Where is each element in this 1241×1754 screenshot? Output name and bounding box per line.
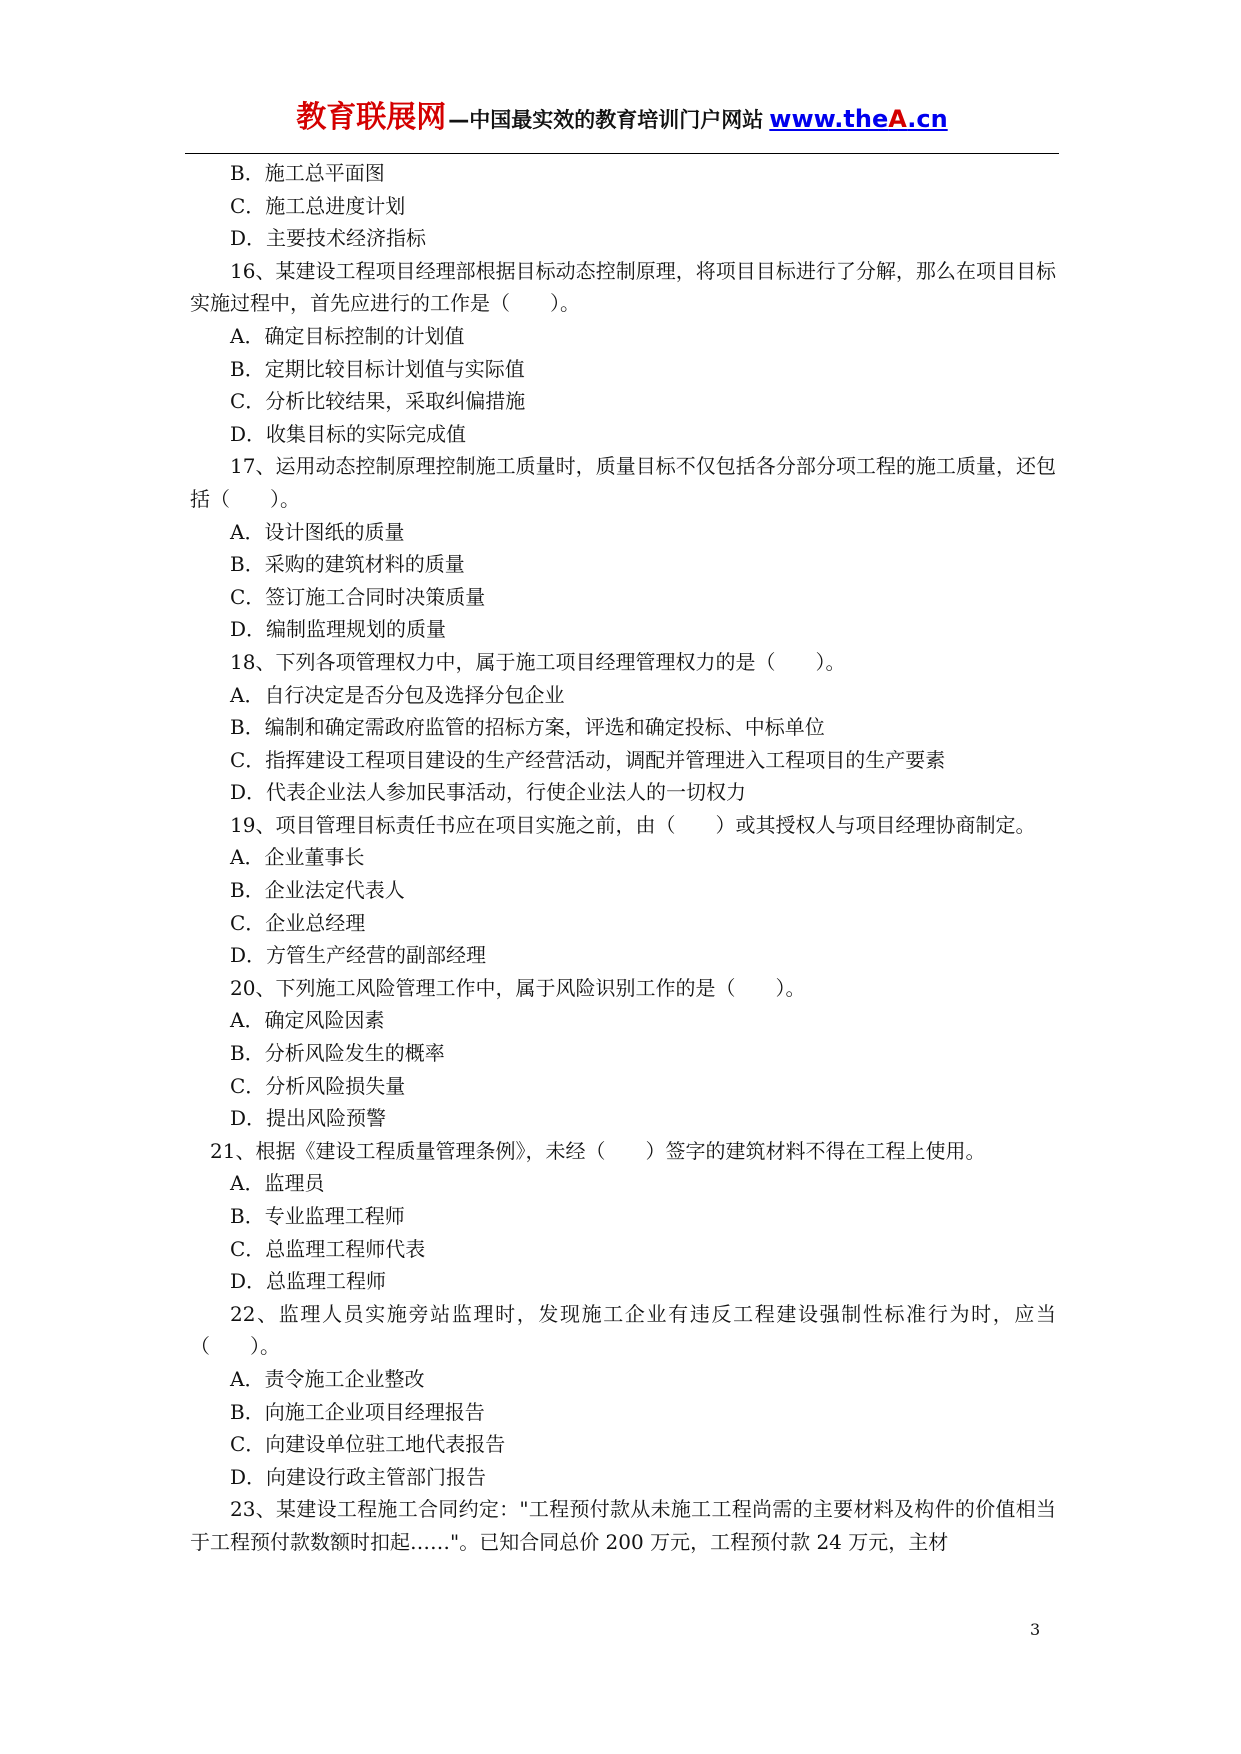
question-text: 16、某建设工程项目经理部根据目标动态控制原理，将项目目标进行了分解，那么在项目目标实施过程中，首先应进行的工作是（ ）。 — [190, 258, 1056, 316]
question-text: 22、监理人员实施旁站监理时，发现施工企业有违反工程建设强制性标准行为时，应当（ ）。 — [190, 1301, 1056, 1359]
question-text: 21、根据《建设工程质量管理条例》，未经（ ）签字的建筑材料不得在工程上使用。 — [210, 1138, 986, 1163]
website-link-part: .cn — [907, 105, 948, 133]
answer-option: A．确定风险因素 — [230, 1008, 385, 1033]
document-body — [190, 157, 1056, 1559]
question-text: 20、下列施工风险管理工作中，属于风险识别工作的是（ ）。 — [230, 975, 806, 1000]
answer-option: C．企业总经理 — [230, 910, 366, 935]
header-rule — [185, 153, 1059, 154]
answer-option: C．分析比较结果，采取纠偏措施 — [230, 389, 526, 414]
answer-option: B．分析风险发生的概率 — [230, 1041, 445, 1066]
answer-option: B．企业法定代表人 — [230, 878, 405, 903]
answer-option: B．采购的建筑材料的质量 — [230, 552, 465, 577]
answer-option: B．施工总平面图 — [230, 161, 385, 185]
answer-option: A．责令施工企业整改 — [230, 1366, 425, 1391]
answer-option: A．设计图纸的质量 — [230, 519, 405, 544]
answer-option: C．指挥建设工程项目建设的生产经营活动，调配并管理进入工程项目的生产要素 — [230, 747, 946, 772]
brand-name: 教育联展网 — [296, 100, 447, 135]
website-link[interactable] — [769, 105, 947, 133]
answer-option: A．自行决定是否分包及选择分包企业 — [230, 682, 565, 707]
answer-option: A．监理员 — [230, 1171, 325, 1196]
answer-option: D．收集目标的实际完成值 — [230, 421, 467, 446]
answer-option: C．分析风险损失量 — [230, 1073, 406, 1098]
question-text: 18、下列各项管理权力中，属于施工项目经理管理权力的是（ ）。 — [230, 649, 846, 674]
answer-option: A．确定目标控制的计划值 — [230, 323, 465, 348]
answer-option: D．代表企业法人参加民事活动，行使企业法人的一切权力 — [230, 780, 747, 805]
header-slogan: —中国最实效的教育培训门户网站 — [448, 108, 764, 132]
website-link-highlight: A — [888, 105, 908, 133]
answer-option: B．定期比较目标计划值与实际值 — [230, 356, 525, 381]
answer-option: D．主要技术经济指标 — [230, 226, 427, 251]
answer-option: D．提出风险预警 — [230, 1106, 387, 1131]
page-number: 3 — [1030, 1620, 1041, 1639]
question-text: 17、运用动态控制原理控制施工质量时，质量目标不仅包括各分部分项工程的施工质量，还包括（ ）。 — [190, 454, 1056, 511]
answer-option: B．编制和确定需政府监管的招标方案，评选和确定投标、中标单位 — [230, 715, 825, 740]
question-text: 23、某建设工程施工合同约定："工程预付款从未施工工程尚需的主要材料及构件的价值相当于工程预付款数额时扣起……"。已知合同总价 200 万元，工程预付款 24 万元，主材 — [190, 1497, 1056, 1554]
website-link-part: www.the — [769, 105, 889, 133]
answer-option: A．企业董事长 — [230, 845, 365, 870]
answer-option: C．签订施工合同时决策质量 — [230, 584, 486, 609]
answer-option: B．向施工企业项目经理报告 — [230, 1399, 485, 1424]
answer-option: D．方管生产经营的副部经理 — [230, 943, 487, 968]
answer-option: C．向建设单位驻工地代表报告 — [230, 1432, 506, 1457]
answer-option: D．总监理工程师 — [230, 1269, 387, 1294]
answer-option: C．总监理工程师代表 — [230, 1236, 426, 1261]
answer-option: B．专业监理工程师 — [230, 1204, 405, 1228]
answer-option: D．编制监理规划的质量 — [230, 617, 447, 642]
page-header — [185, 92, 1059, 135]
question-text: 19、项目管理目标责任书应在项目实施之前，由（ ）或其授权人与项目经理协商制定。 — [230, 812, 1036, 837]
answer-option: D．向建设行政主管部门报告 — [230, 1464, 487, 1489]
answer-option: C．施工总进度计划 — [230, 193, 406, 218]
